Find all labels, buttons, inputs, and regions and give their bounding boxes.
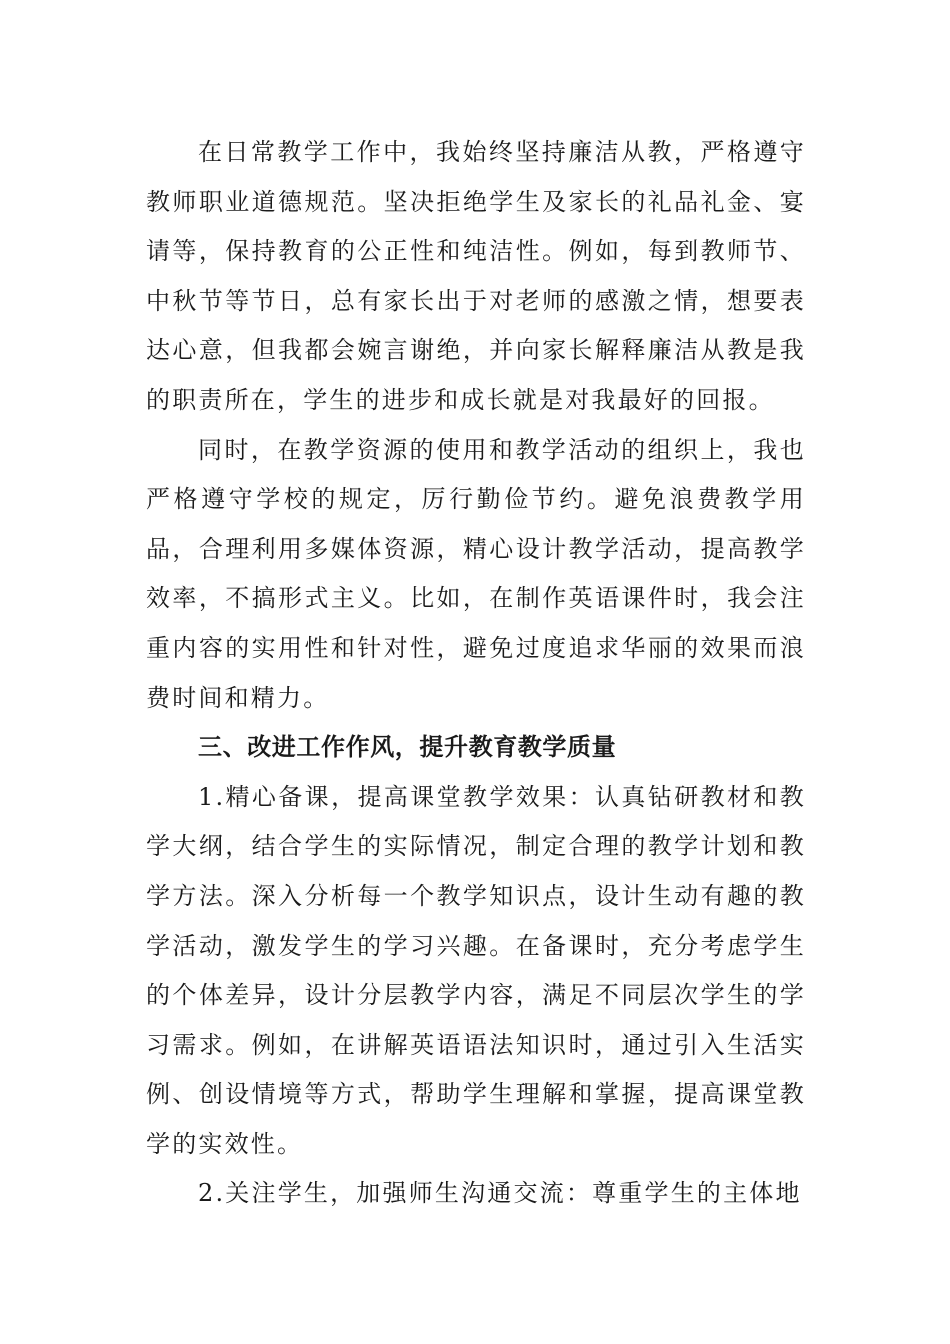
section-heading: 三、改进工作作风，提升教育教学质量 [198, 733, 617, 762]
paragraph-frugality: 同时，在教学资源的使用和教学活动的组织上，我也严格遵守学校的规定，厉行勤俭节约。避免浪费教学用品，合理利用多媒体资源，精心设计教学活动，提高教学效率，不搞形式主义。比如，在制作英语课件时，我会注重内容的实用性和针对性，避免过度追求华丽的效果而浪费时间和精力。 [146, 435, 806, 712]
paragraph-integrity: 在日常教学工作中，我始终坚持廉洁从教，严格遵守教师职业道德规范。坚决拒绝学生及家长的礼品礼金、宴请等，保持教育的公正性和纯洁性。例如，每到教师节、中秋节等节日，总有家长出于对老师的感激之情，想要表达心意，但我都会婉言谢绝，并向家长解释廉洁从教是我的职责所在，学生的进步和成长就是对我最好的回报。 [146, 138, 806, 414]
document-page [146, 128, 806, 1219]
list-item-student-communication: 2.关注学生，加强师生沟通交流：尊重学生的主体地 [198, 1179, 802, 1208]
list-item-lesson-prep: 1.精心备课，提高课堂教学效果：认真钻研教材和教学大纲，结合学生的实际情况，制定合理的教学计划和教学方法。深入分析每一个教学知识点，设计生动有趣的教学活动，激发学生的学习兴趣。在备课时，充分考虑学生的个体差异，设计分层教学内容，满足不同层次学生的学习需求。例如，在讲解英语语法知识时，通过引入生活实例、创设情境等方式，帮助学生理解和掌握，提高课堂教学的实效性。 [146, 782, 806, 1158]
